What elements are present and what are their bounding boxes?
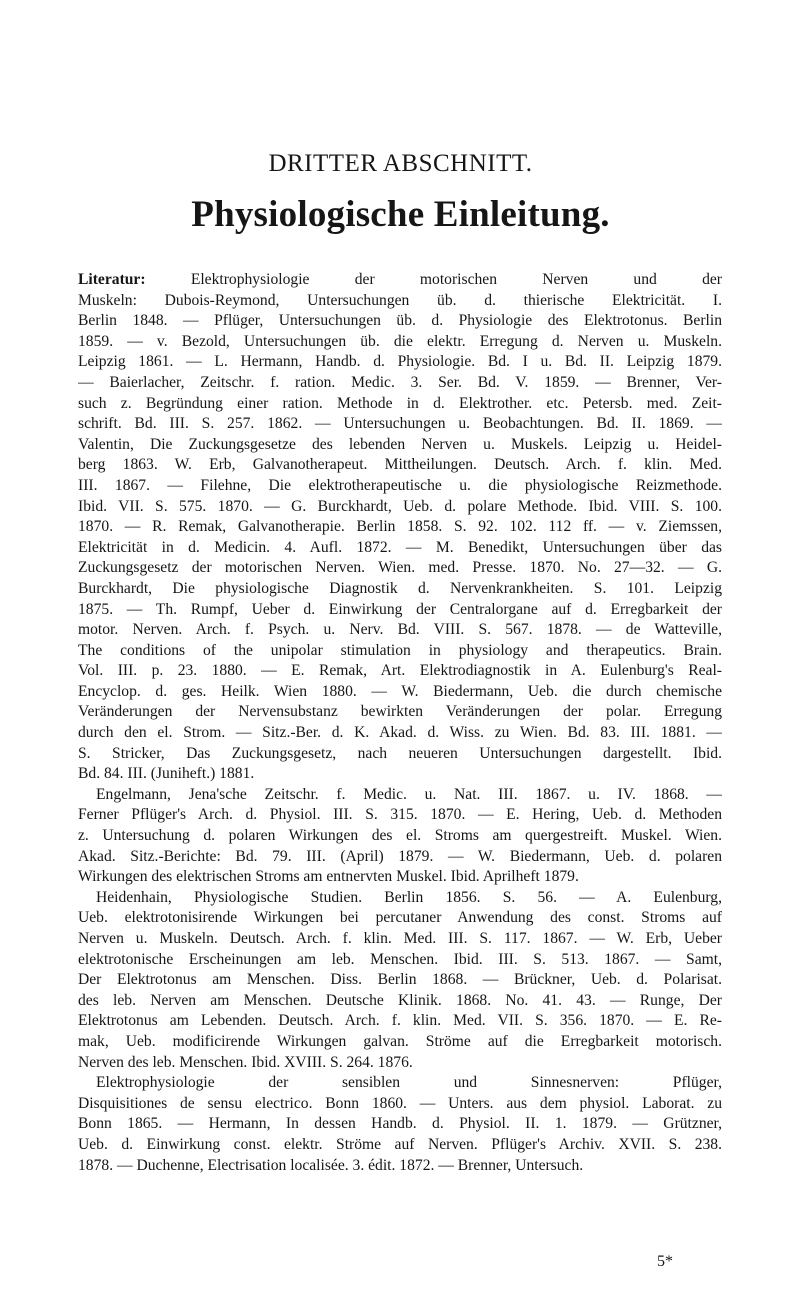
section-title: DRITTER ABSCHNITT. [268,150,533,177]
literature-line [78,270,722,291]
literature-line: Bonn 1865. — Hermann, In dessen Handb. d. Physiol. II. 1. 1879. — Grützner, [78,1115,722,1133]
literature-line: des leb. Nerven am Menschen. Deutsche Klinik. 1868. No. 41. 43. — Runge, Der [78,991,722,1009]
literature-line: 1875. — Th. Rumpf, Ueber d. Einwirkung der Centralorgane auf d. Erregbarkeit der [78,600,722,618]
literature-line: z. Untersuchung d. polaren Wirkungen des el. Stroms am quergestreift. Muskel. Wien. [78,827,722,845]
literature-line: Muskeln: Dubois-Reymond, Untersuchungen üb. d. thierische Elektricität. I. [78,291,722,309]
literature-line: such z. Begründung einer ration. Methode in d. Elektrother. etc. Petersb. med. Zeit- [78,394,722,412]
literature-line: Nerven u. Muskeln. Deutsch. Arch. f. klin. Med. III. S. 117. 1867. — W. Erb, Ueber [78,930,722,947]
literature-line: 1878. — Duchenne, Electrisation localisée. 3. édit. 1872. — Brenner, Untersuch. [78,1156,584,1174]
literature-line: schrift. Bd. III. S. 257. 1862. — Untersuchungen u. Beobachtungen. Bd. II. 1869. — [78,415,722,433]
literature-line: Burckhardt, Die physiologische Diagnostik d. Nervenkrankheiten. S. 101. Leipzig [78,579,722,597]
literature-line: Heidenhain, Physiologische Studien. Berlin 1856. S. 56. — A. Eulenburg, [96,888,722,906]
literature-line: Engelmann, Jena'sche Zeitschr. f. Medic. u. Nat. III. 1867. u. IV. 1868. — [96,785,722,803]
literature-line-text: Elektrophysiologie der motorischen Nerven und der [145,271,722,288]
page-title: Physiologische Einleitung. [191,194,610,235]
literature-line: 1859. — v. Bezold, Untersuchungen üb. die elektr. Erregung d. Nerven u. Muskeln. [78,332,722,350]
literature-line: elektrotonische Erscheinungen am leb. Menschen. Ibid. III. S. 513. 1867. — Samt, [78,950,722,968]
literature-block [78,270,722,1176]
literature-line: motor. Nerven. Arch. f. Psych. u. Nerv. Bd. VIII. S. 567. 1878. — de Watteville, [78,621,722,639]
literature-line: S. Stricker, Das Zuckungsgesetz, nach neueren Untersuchungen dargestellt. Ibid. [78,744,722,762]
literature-line: Disquisitiones de sensu electrico. Bonn 1860. — Unters. aus dem physiol. Laborat. zu [78,1094,722,1112]
literature-line: Vol. III. p. 23. 1880. — E. Remak, Art. Elektrodiagnostik in A. Eulenburg's Real- [78,662,722,680]
literature-line: The conditions of the unipolar stimulation in physiology and therapeutics. Brain. [78,641,722,659]
literature-line: III. 1867. — Filehne, Die elektrotherapeutische u. die physiologische Reizmethode. [78,476,722,494]
literature-line: Encyclop. d. ges. Heilk. Wien 1880. — W. Biedermann, Ueb. die durch chemische [78,682,722,700]
literature-line: Der Elektrotonus am Menschen. Diss. Berlin 1868. — Brückner, Ueb. d. Polarisat. [78,971,722,989]
literature-line: Valentin, Die Zuckungsgesetze des lebenden Nerven u. Muskels. Leipzig u. Heidel- [78,435,722,453]
signature-mark: 5* [657,1253,673,1270]
literature-line: Ueb. d. Einwirkung const. elektr. Ströme auf Nerven. Pflüger's Archiv. XVII. S. 238. [78,1135,722,1153]
literature-line: durch den el. Strom. — Sitz.-Ber. d. K. Akad. d. Wiss. zu Wien. Bd. 83. III. 1881. — [78,724,722,742]
literature-line: Zuckungsgesetz der motorischen Nerven. Wien. med. Presse. 1870. No. 27—32. — G. [78,559,722,577]
literature-line: Ibid. VII. S. 575. 1870. — G. Burckhardt, Ueb. d. polare Methode. Ibid. VIII. S. 100. [78,497,722,515]
literature-line: 1870. — R. Remak, Galvanotherapie. Berlin 1858. S. 92. 102. 112 ff. — v. Ziemssen, [78,518,722,536]
literature-line: Berlin 1848. — Pflüger, Untersuchungen üb. d. Physiologie des Elektrotonus. Berlin [78,312,722,330]
literature-line: — Baierlacher, Zeitschr. f. ration. Medic. 3. Ser. Bd. V. 1859. — Brenner, Ver- [78,373,722,391]
literature-line: Elektrophysiologie der sensiblen und Sinnesnerven: Pflüger, [96,1074,722,1092]
literature-line: Veränderungen der Nervensubstanz bewirkten Veränderungen der polar. Erregung [78,703,722,721]
literature-line: mak, Ueb. modificirende Wirkungen galvan. Ströme auf die Erregbarkeit motorisch. [78,1032,722,1050]
literature-line: Akad. Sitz.-Berichte: Bd. 79. III. (April) 1879. — W. Biedermann, Ueb. d. polaren [78,847,722,865]
literature-line: Elektricität in d. Medicin. 4. Aufl. 1872. — M. Benedikt, Untersuchungen über das [78,538,722,556]
literature-line: Nerven des leb. Menschen. Ibid. XVIII. S. 264. 1876. [78,1053,413,1071]
literature-line: Bd. 84. III. (Juniheft.) 1881. [78,765,255,783]
literature-label: Literatur: [78,271,146,288]
literature-line: Elektrotonus am Lebenden. Deutsch. Arch. f. klin. Med. VII. S. 356. 1870. — E. Re- [78,1012,722,1030]
literature-line: berg 1863. W. Erb, Galvanotherapeut. Mittheilungen. Deutsch. Arch. f. klin. Med. [78,456,722,474]
literature-line: Leipzig 1861. — L. Hermann, Handb. d. Physiologie. Bd. I u. Bd. II. Leipzig 1879. [78,353,722,371]
literature-line: Ueb. elektrotonisirende Wirkungen bei percutaner Anwendung des const. Stroms auf [78,909,722,927]
literature-line: Ferner Pflüger's Arch. d. Physiol. III. S. 315. 1870. — E. Hering, Ueb. d. Methoden [78,806,722,824]
literature-line: Wirkungen des elektrischen Stroms am entnervten Muskel. Ibid. Aprilheft 1879. [78,868,579,886]
